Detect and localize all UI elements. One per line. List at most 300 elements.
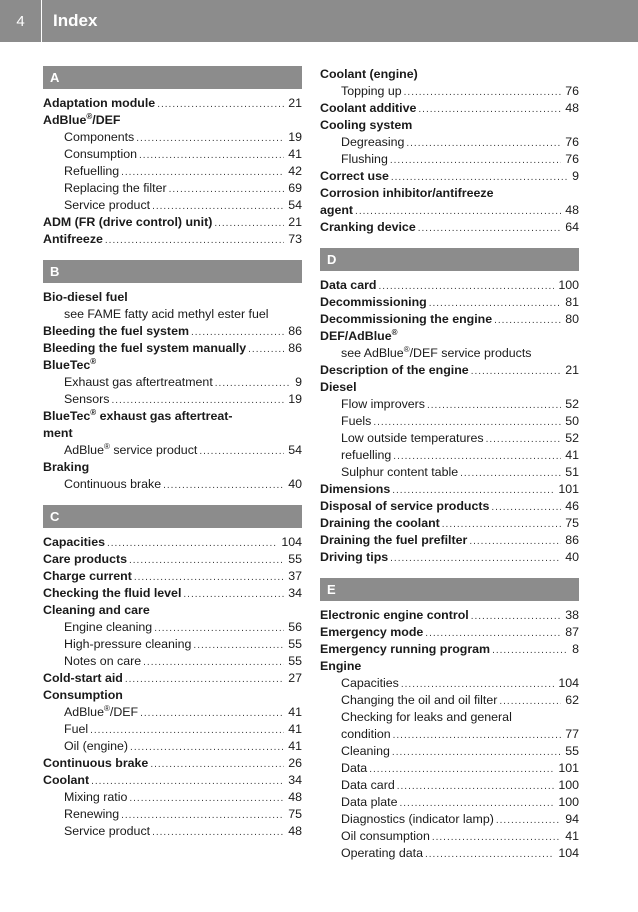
index-entry-label: Capacities (43, 535, 105, 549)
index-entry-page: 40 (565, 550, 579, 564)
index-entry-label: Bleeding the fuel system (43, 324, 189, 338)
index-entry-label: BlueTec® exhaust gas aftertreat- (43, 407, 233, 423)
index-entry[interactable] (320, 549, 579, 566)
index-entry-label: Sulphur content table (341, 465, 459, 479)
index-entry-label: Cooling system (320, 118, 413, 132)
index-entry-page: 55 (288, 637, 302, 651)
index-column-right (320, 66, 579, 862)
index-entry[interactable] (320, 607, 579, 624)
index-entry[interactable] (320, 794, 579, 811)
index-entry[interactable] (43, 476, 302, 493)
leader-dots (191, 324, 284, 341)
index-entry[interactable] (43, 374, 302, 391)
page-title: Index (53, 11, 98, 30)
index-entry-label: Flushing (341, 152, 388, 166)
leader-dots (90, 722, 284, 739)
index-entry-label: Engine (320, 659, 362, 673)
leader-dots (214, 215, 284, 232)
index-entry-page: 54 (288, 443, 302, 457)
index-entry-label: ADM (FR (drive control) unit) (43, 215, 213, 229)
leader-dots (248, 341, 284, 358)
leader-dots (91, 773, 284, 790)
index-entry (43, 687, 302, 704)
index-entry-label: ment (43, 426, 73, 440)
index-entry (43, 459, 302, 476)
index-entry-page: 76 (565, 152, 579, 166)
leader-dots (418, 220, 561, 237)
index-entry-label: Electronic engine control (320, 608, 469, 622)
index-entry-page: 101 (558, 761, 579, 775)
index-entry-label: refuelling (341, 448, 392, 462)
index-entry[interactable] (320, 362, 579, 379)
index-entry-label: DEF/AdBlue® (320, 327, 398, 343)
index-entry-page: 41 (288, 722, 302, 736)
leader-dots (427, 397, 561, 414)
index-entry-label: Oil (engine) (64, 739, 129, 753)
index-entry[interactable] (43, 670, 302, 687)
leader-dots (390, 152, 561, 169)
index-entry-page: 62 (565, 693, 579, 707)
index-entry-label: Diagnostics (indicator lamp) (341, 812, 494, 826)
index-entry[interactable] (43, 442, 302, 459)
index-entry-page: 48 (565, 203, 579, 217)
index-entry[interactable] (320, 168, 579, 185)
index-entry[interactable] (43, 534, 302, 551)
index-entry-label: Service product (64, 824, 151, 838)
index-entry-label: Disposal of service products (320, 499, 490, 513)
leader-dots (492, 642, 568, 659)
index-entry-label: see FAME fatty acid methyl ester fuel (64, 307, 269, 321)
index-entry-page: 101 (558, 482, 579, 496)
index-entry-label: Mixing ratio (64, 790, 128, 804)
index-entry-label: Checking the fluid level (43, 586, 182, 600)
index-entry-label: Coolant additive (320, 101, 417, 115)
leader-dots (378, 278, 554, 295)
index-entry-page: 41 (288, 147, 302, 161)
index-entry-page: 34 (288, 586, 302, 600)
index-entry-label: see AdBlue®/DEF service products (341, 344, 532, 360)
index-entry-page: 21 (288, 96, 302, 110)
index-entry[interactable] (43, 636, 302, 653)
index-entry-page: 69 (288, 181, 302, 195)
index-entry-label: Renewing (64, 807, 120, 821)
index-entry-label: Oil consumption (341, 829, 430, 843)
index-entry-page: 100 (558, 778, 579, 792)
section-header-a: A (43, 66, 302, 89)
leader-dots (140, 705, 284, 722)
section-gap (43, 248, 302, 260)
section-header-c: C (43, 505, 302, 528)
index-entry-label: Cold-start aid (43, 671, 123, 685)
leader-dots (442, 516, 561, 533)
index-entry[interactable] (43, 214, 302, 231)
index-entry[interactable] (43, 163, 302, 180)
index-entry-label: Changing the oil and oil filter (341, 693, 498, 707)
index-entry[interactable] (43, 772, 302, 789)
index-entry-label: Data card (341, 778, 395, 792)
section-gap (320, 566, 579, 578)
index-entry-label: Braking (43, 460, 90, 474)
leader-dots (425, 846, 554, 863)
index-entry[interactable] (320, 811, 579, 828)
index-entry (320, 328, 579, 345)
index-entry[interactable] (320, 134, 579, 151)
index-entry-label: Exhaust gas aftertreatment (64, 375, 213, 389)
index-entry[interactable] (320, 692, 579, 709)
index-entry-page: 75 (565, 516, 579, 530)
index-entry-page: 104 (558, 846, 579, 860)
index-entry-page: 51 (565, 465, 579, 479)
leader-dots (406, 135, 561, 152)
index-entry-page: 8 (572, 642, 579, 656)
index-entry-page: 55 (288, 552, 302, 566)
index-entry-label: Flow improvers (341, 397, 425, 411)
index-entry-page: 40 (288, 477, 302, 491)
index-entry-page: 76 (565, 84, 579, 98)
index-entry (320, 185, 579, 202)
index-entry[interactable] (320, 83, 579, 100)
leader-dots (373, 414, 561, 431)
index-entry[interactable] (43, 755, 302, 772)
leader-dots (460, 465, 561, 482)
leader-dots (169, 181, 285, 198)
index-entry[interactable] (43, 704, 302, 721)
leader-dots (193, 637, 284, 654)
index-entry[interactable] (320, 624, 579, 641)
leader-dots (111, 392, 284, 409)
leader-dots (494, 312, 561, 329)
index-entry-label: Fuels (341, 414, 372, 428)
index-entry[interactable] (320, 311, 579, 328)
index-entry[interactable] (43, 585, 302, 602)
index-entry-label: Continuous brake (43, 756, 149, 770)
leader-dots (105, 232, 284, 249)
leader-dots (129, 552, 284, 569)
leader-dots (129, 790, 284, 807)
index-entry-label: Topping up (341, 84, 402, 98)
index-entry (43, 306, 302, 323)
index-entry[interactable] (43, 323, 302, 340)
index-entry-label: Antifreeze (43, 232, 103, 246)
index-entry-label: Data card (320, 278, 377, 292)
index-entry[interactable] (43, 823, 302, 840)
index-entry-page: 41 (565, 829, 579, 843)
index-entry-label: Bleeding the fuel system manually (43, 341, 247, 355)
index-entry-page: 21 (288, 215, 302, 229)
index-entry-page: 26 (288, 756, 302, 770)
index-entry (43, 112, 302, 129)
index-entry-page: 55 (288, 654, 302, 668)
index-entry[interactable] (320, 277, 579, 294)
index-entry-label: High-pressure cleaning (64, 637, 192, 651)
index-entry (320, 345, 579, 362)
leader-dots (183, 586, 284, 603)
leader-dots (125, 671, 284, 688)
section-header-d: D (320, 248, 579, 271)
index-entry[interactable] (320, 532, 579, 549)
index-entry[interactable] (320, 726, 579, 743)
index-entry[interactable] (320, 845, 579, 862)
index-entry-label: Corrosion inhibitor/antifreeze (320, 186, 494, 200)
leader-dots (401, 676, 554, 693)
leader-dots (355, 203, 561, 220)
index-entry-label: Cleaning (341, 744, 390, 758)
index-entry (320, 117, 579, 134)
index-entry (320, 379, 579, 396)
index-entry-page: 87 (565, 625, 579, 639)
index-entry[interactable] (43, 738, 302, 755)
leader-dots (130, 739, 284, 756)
index-entry-label: Checking for leaks and general (341, 710, 512, 724)
index-entry-page: 9 (572, 169, 579, 183)
index-entry-label: Service product (64, 198, 151, 212)
index-entry[interactable] (320, 396, 579, 413)
leader-dots (154, 620, 284, 637)
index-entry[interactable] (43, 806, 302, 823)
leader-dots (393, 448, 561, 465)
leader-dots (486, 431, 562, 448)
index-entry-label: Emergency mode (320, 625, 424, 639)
index-entry-label: Driving tips (320, 550, 389, 564)
index-entry-page: 86 (288, 341, 302, 355)
index-entry-label: Data (341, 761, 368, 775)
section-header-e: E (320, 578, 579, 601)
leader-dots (491, 499, 561, 516)
index-entry-page: 54 (288, 198, 302, 212)
index-entry-page: 86 (565, 533, 579, 547)
index-entry-page: 100 (558, 278, 579, 292)
index-entry-label: condition (341, 727, 391, 741)
index-entry[interactable] (43, 95, 302, 112)
index-entry-label: Diesel (320, 380, 357, 394)
index-entry (320, 66, 579, 83)
index-entry[interactable] (43, 619, 302, 636)
index-entry-label: Operating data (341, 846, 423, 860)
index-entry-page: 19 (288, 130, 302, 144)
index-entry[interactable] (320, 760, 579, 777)
index-entry-label: Dimensions (320, 482, 391, 496)
section-header-b: B (43, 260, 302, 283)
index-entry-label: Sensors (64, 392, 110, 406)
leader-dots (152, 824, 284, 841)
index-entry-label: Components (64, 130, 135, 144)
index-entry-label: Cleaning and care (43, 603, 150, 617)
leader-dots (496, 812, 561, 829)
index-entry-page: 50 (565, 414, 579, 428)
index-entry-label: Replacing the filter (64, 181, 167, 195)
index-entry[interactable] (320, 100, 579, 117)
index-entry-label: Data plate (341, 795, 398, 809)
index-entry[interactable] (320, 430, 579, 447)
index-entry-label: Adaptation module (43, 96, 156, 110)
index-entry-label: Low outside temperatures (341, 431, 484, 445)
index-entry[interactable] (43, 231, 302, 248)
index-entry-label: Notes on care (64, 654, 142, 668)
leader-dots (134, 569, 284, 586)
index-entry[interactable] (43, 180, 302, 197)
index-entry-label: Emergency running program (320, 642, 491, 656)
index-column-left (43, 66, 302, 840)
index-entry-page: 41 (565, 448, 579, 462)
index-entry[interactable] (320, 464, 579, 481)
index-entry[interactable] (320, 498, 579, 515)
index-entry-label: Charge current (43, 569, 132, 583)
index-entry-label: AdBlue® service product (64, 441, 198, 457)
index-entry-page: 48 (288, 790, 302, 804)
leader-dots (469, 533, 561, 550)
index-entry-page: 52 (565, 431, 579, 445)
index-entry-label: Care products (43, 552, 127, 566)
index-entry-page: 41 (288, 705, 302, 719)
index-entry-page: 64 (565, 220, 579, 234)
index-entry-page: 38 (565, 608, 579, 622)
leader-dots (391, 169, 568, 186)
page-header (0, 0, 638, 42)
index-entry-page: 42 (288, 164, 302, 178)
index-entry[interactable] (320, 777, 579, 794)
leader-dots (393, 727, 562, 744)
leader-dots (369, 761, 554, 778)
leader-dots (499, 693, 561, 710)
index-entry-label: Draining the fuel prefilter (320, 533, 468, 547)
index-entry[interactable] (320, 294, 579, 311)
index-entry[interactable] (43, 197, 302, 214)
leader-dots (157, 96, 284, 113)
index-entry[interactable] (43, 340, 302, 357)
index-entry[interactable] (320, 447, 579, 464)
index-entry-page: 34 (288, 773, 302, 787)
index-entry-page: 75 (288, 807, 302, 821)
index-entry (43, 408, 302, 425)
index-entry-label: Degreasing (341, 135, 405, 149)
leader-dots (163, 477, 284, 494)
leader-dots (121, 807, 284, 824)
index-entry-page: 55 (565, 744, 579, 758)
index-entry[interactable] (320, 202, 579, 219)
index-entry (43, 289, 302, 306)
index-entry-label: agent (320, 203, 354, 217)
leader-dots (418, 101, 561, 118)
leader-dots (471, 363, 562, 380)
leader-dots (215, 375, 291, 392)
leader-dots (392, 482, 554, 499)
page-number: 4 (0, 0, 42, 42)
index-entry[interactable] (320, 641, 579, 658)
index-entry-page: 48 (565, 101, 579, 115)
index-entry[interactable] (320, 675, 579, 692)
index-entry (43, 602, 302, 619)
index-entry-label: AdBlue®/DEF (64, 703, 139, 719)
leader-dots (404, 84, 562, 101)
leader-dots (199, 443, 284, 460)
index-entry-page: 41 (288, 739, 302, 753)
index-entry-page: 27 (288, 671, 302, 685)
index-entry[interactable] (320, 515, 579, 532)
index-entry (43, 425, 302, 442)
section-gap (320, 236, 579, 248)
index-entry-label: BlueTec® (43, 356, 97, 372)
index-entry[interactable] (43, 568, 302, 585)
index-entry[interactable] (320, 219, 579, 236)
index-entry (320, 709, 579, 726)
index-entry-label: Refuelling (64, 164, 120, 178)
index-entry-label: Description of the engine (320, 363, 469, 377)
index-entry-label: Coolant (engine) (320, 67, 418, 81)
index-entry-page: 37 (288, 569, 302, 583)
index-entry-page: 56 (288, 620, 302, 634)
index-entry[interactable] (320, 828, 579, 845)
leader-dots (390, 550, 561, 567)
index-entry-label: Cranking device (320, 220, 416, 234)
leader-dots (432, 829, 561, 846)
index-entry-label: Capacities (341, 676, 399, 690)
index-entry-label: Draining the coolant (320, 516, 440, 530)
index-entry[interactable] (320, 413, 579, 430)
index-entry-page: 46 (565, 499, 579, 513)
index-entry-page: 21 (565, 363, 579, 377)
index-entry-page: 104 (558, 676, 579, 690)
index-entry-label: Consumption (43, 688, 123, 702)
index-entry-label: Fuel (64, 722, 89, 736)
leader-dots (399, 795, 554, 812)
leader-dots (150, 756, 284, 773)
index-entry[interactable] (320, 151, 579, 168)
index-entry[interactable] (320, 743, 579, 760)
index-entry-page: 9 (295, 375, 302, 389)
leader-dots (107, 535, 277, 552)
index-entry[interactable] (320, 481, 579, 498)
index-entry (320, 658, 579, 675)
leader-dots (136, 130, 284, 147)
leader-dots (392, 744, 561, 761)
index-entry-page: 94 (565, 812, 579, 826)
index-entry-label: Continuous brake (64, 477, 162, 491)
index-entry-page: 81 (565, 295, 579, 309)
index-entry-label: Consumption (64, 147, 138, 161)
index-entry-label: Coolant (43, 773, 90, 787)
leader-dots (397, 778, 555, 795)
index-entry-page: 86 (288, 324, 302, 338)
index-entry[interactable] (43, 653, 302, 670)
index-entry[interactable] (43, 146, 302, 163)
index-entry-page: 77 (565, 727, 579, 741)
leader-dots (139, 147, 284, 164)
leader-dots (152, 198, 284, 215)
index-entry[interactable] (43, 129, 302, 146)
leader-dots (429, 295, 561, 312)
index-entry[interactable] (43, 721, 302, 738)
leader-dots (143, 654, 284, 671)
index-entry-page: 73 (288, 232, 302, 246)
index-entry-page: 48 (288, 824, 302, 838)
leader-dots (471, 608, 561, 625)
index-entry[interactable] (43, 551, 302, 568)
index-entry-label: AdBlue®/DEF (43, 111, 121, 127)
index-entry-page: 19 (288, 392, 302, 406)
index-entry-label: Decommissioning (320, 295, 427, 309)
index-entry[interactable] (43, 391, 302, 408)
index-entry-page: 80 (565, 312, 579, 326)
index-entry[interactable] (43, 789, 302, 806)
index-entry-label: Correct use (320, 169, 389, 183)
index-entry-page: 52 (565, 397, 579, 411)
leader-dots (121, 164, 284, 181)
index-entry-label: Bio-diesel fuel (43, 290, 128, 304)
index-entry-label: Engine cleaning (64, 620, 153, 634)
index-entry-label: Decommissioning the engine (320, 312, 493, 326)
index-entry-page: 76 (565, 135, 579, 149)
section-gap (43, 493, 302, 505)
